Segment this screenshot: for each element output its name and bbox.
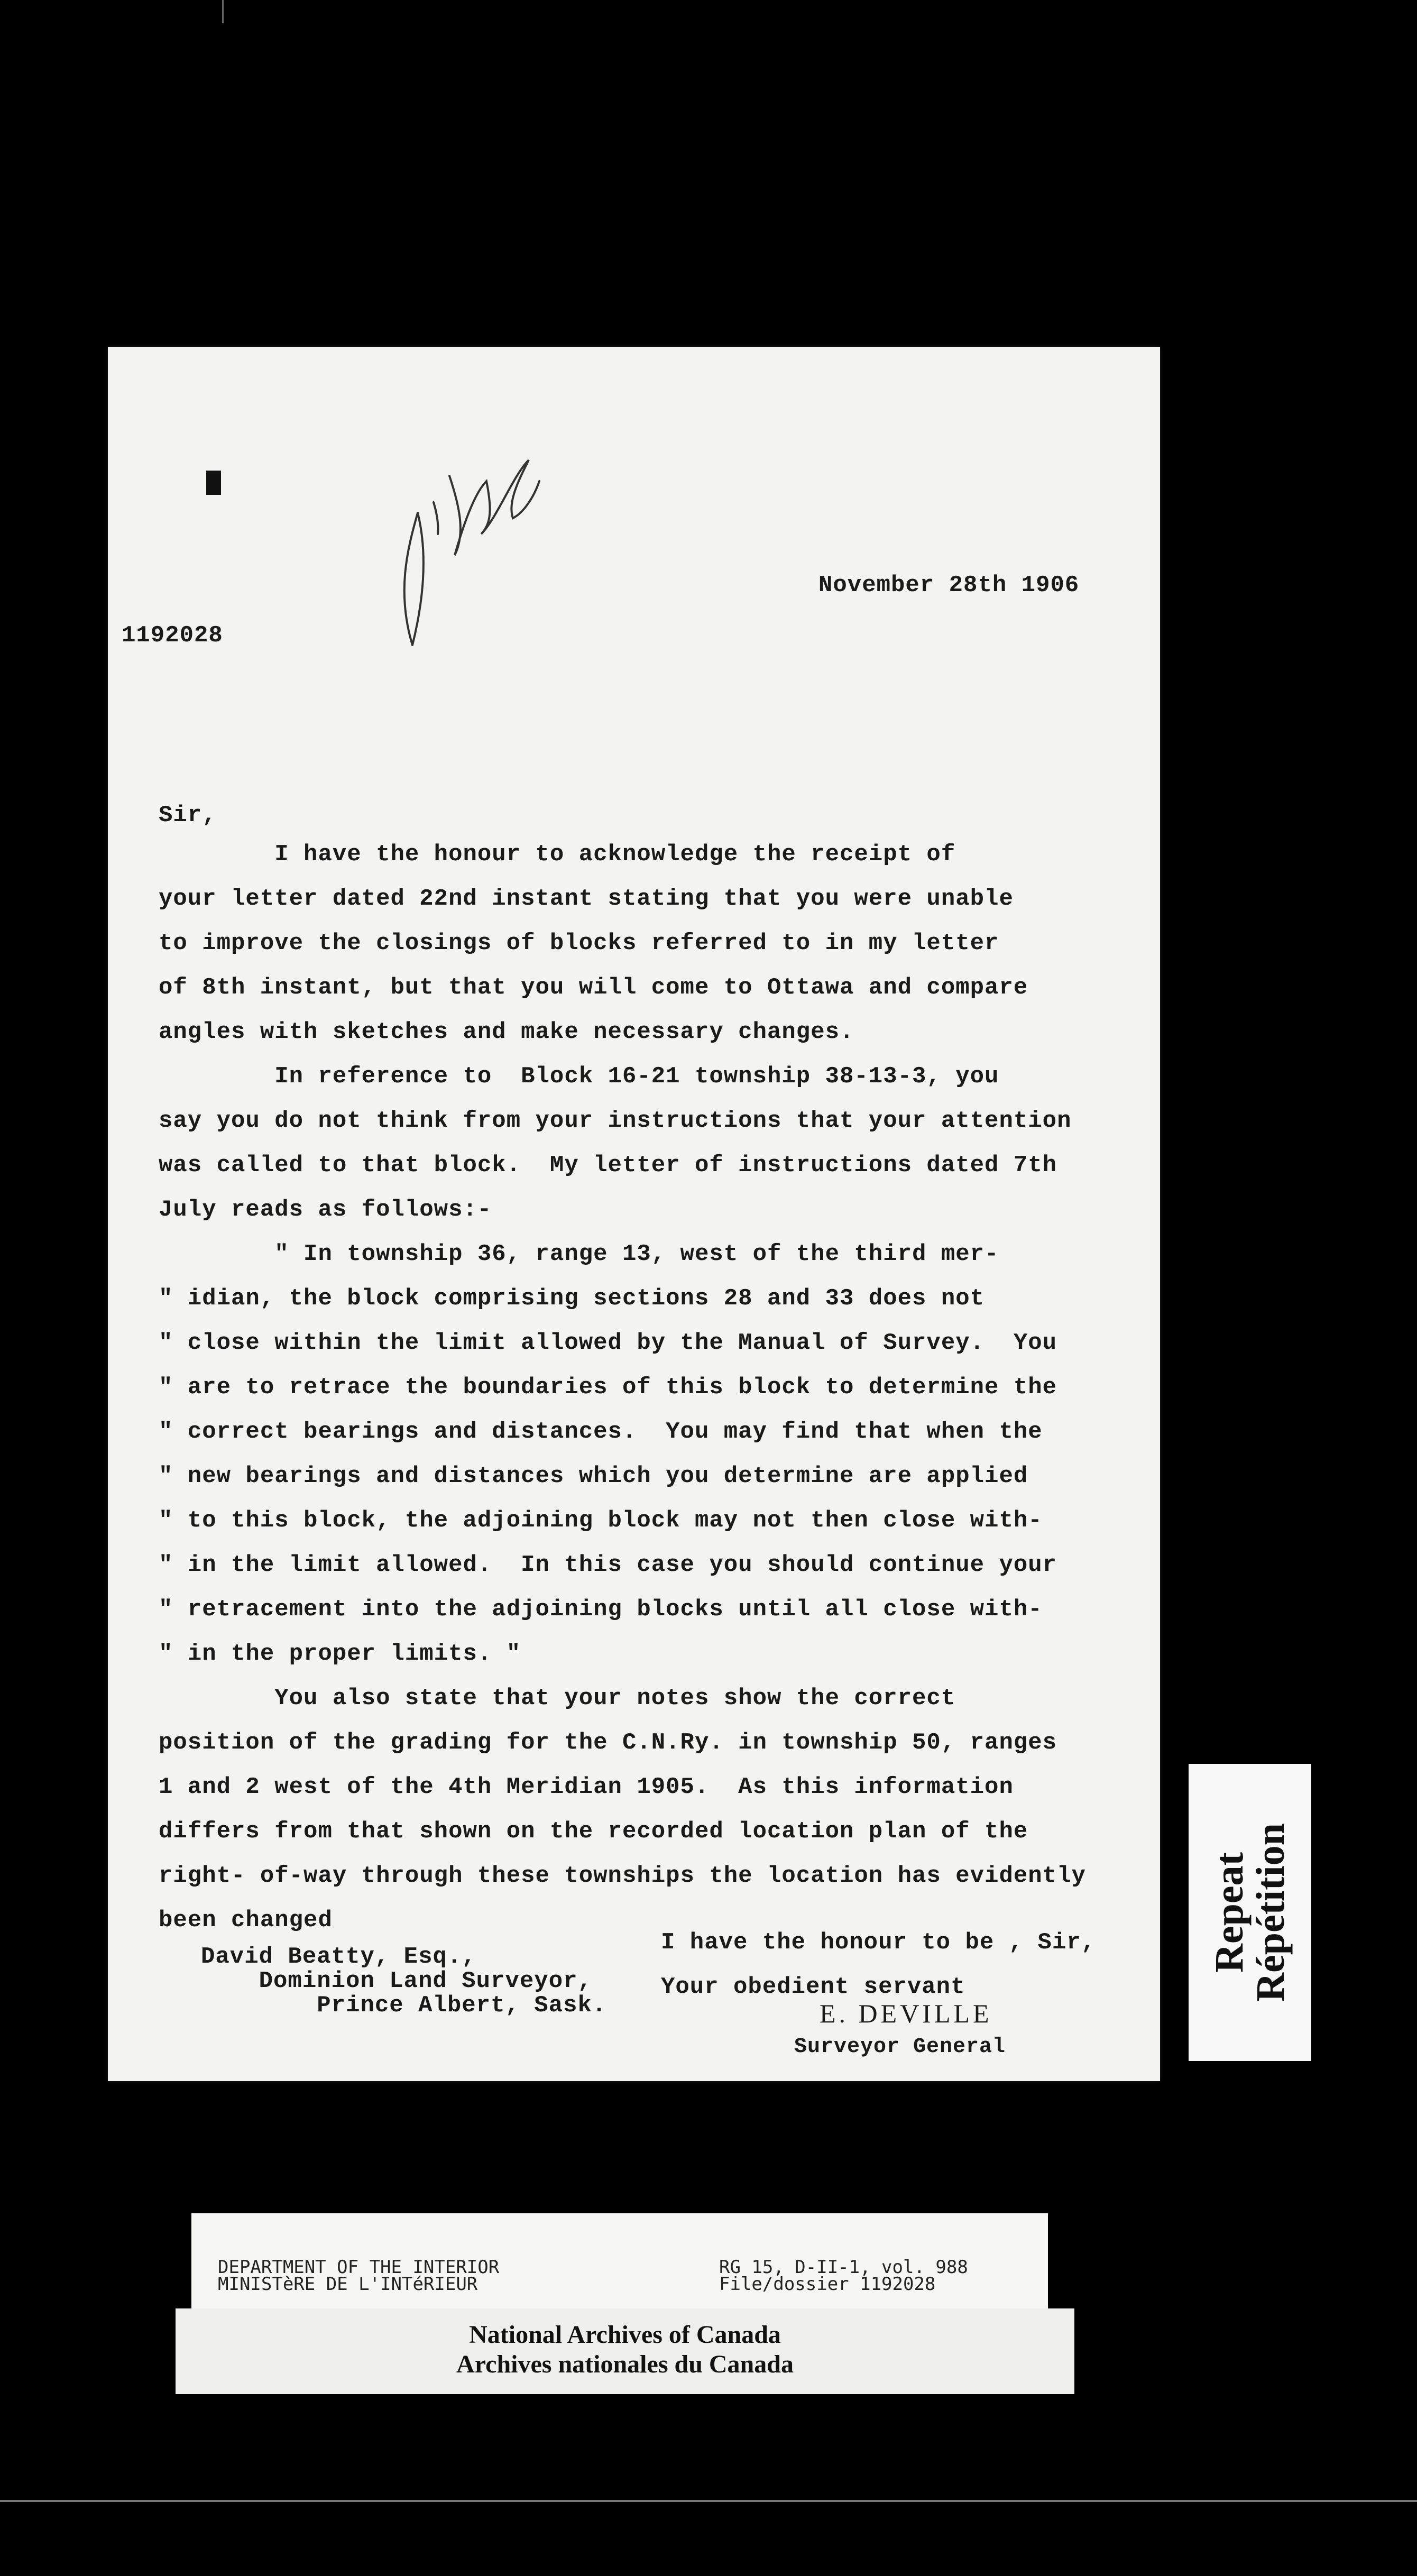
closing-line: Your obedient servant bbox=[661, 1974, 965, 2000]
letter-date: November 28th 1906 bbox=[818, 572, 1080, 599]
closing-line: I have the honour to be , Sir, bbox=[661, 1929, 1096, 1956]
body-line: I have the honour to acknowledge the receipt of bbox=[159, 841, 956, 868]
archives-banner bbox=[176, 2308, 1074, 2394]
repeat-tab bbox=[1189, 1764, 1311, 2061]
archives-name-fr: Archives nationales du Canada bbox=[456, 2350, 794, 2378]
body-line: " are to retrace the boundaries of this block to determine the bbox=[159, 1374, 1057, 1401]
body-line: You also state that your notes show the correct bbox=[159, 1685, 956, 1712]
body-line: " In township 36, range 13, west of the third mer- bbox=[159, 1241, 999, 1267]
department-name: DEPARTMENT OF THE INTERIOR MINISTèRE DE L'INTéRIEUR bbox=[218, 2257, 500, 2295]
body-line: " correct bearings and distances. You may find that when the bbox=[159, 1419, 1043, 1445]
body-line: " in the proper limits. " bbox=[159, 1641, 521, 1667]
letter-body bbox=[159, 832, 1086, 1943]
recipient-address bbox=[201, 1945, 606, 2018]
body-line: July reads as follows:- bbox=[159, 1197, 492, 1223]
body-line: was called to that block. My letter of instructions dated 7th bbox=[159, 1152, 1057, 1179]
repeat-label: Repeat Répétition bbox=[1207, 1823, 1293, 2002]
file-reference: RG 15, D-II-1, vol. 988 File/dossier 1192028 bbox=[719, 2257, 968, 2295]
body-line: your letter dated 22nd instant stating that you were unable bbox=[159, 886, 1014, 912]
body-line: to improve the closings of blocks referred to in my letter bbox=[159, 930, 999, 956]
signature-stamp: E. DEVILLE bbox=[820, 1999, 992, 2028]
body-line: say you do not think from your instructions that your attention bbox=[159, 1108, 1072, 1134]
signature-title: Surveyor General bbox=[794, 2035, 1006, 2059]
body-line: " to this block, the adjoining block may not then close with- bbox=[159, 1507, 1043, 1534]
body-line: of 8th instant, but that you will come to Ottawa and compare bbox=[159, 974, 1028, 1001]
body-line: angles with sketches and make necessary changes. bbox=[159, 1019, 854, 1045]
address-line: Dominion Land Surveyor, bbox=[201, 1968, 592, 1994]
body-line: been changed bbox=[159, 1907, 333, 1934]
archive-reference-label bbox=[191, 2213, 1048, 2308]
body-line: differs from that shown on the recorded location plan of the bbox=[159, 1818, 1028, 1845]
body-line: " idian, the block comprising sections 28 and 33 does not bbox=[159, 1285, 985, 1312]
body-line: right- of-way through these townships the location has evidently bbox=[159, 1863, 1086, 1889]
salutation: Sir, bbox=[159, 802, 217, 829]
body-line: " close within the limit allowed by the Manual of Survey. You bbox=[159, 1330, 1057, 1356]
body-line: position of the grading for the C.N.Ry. in township 50, ranges bbox=[159, 1729, 1057, 1756]
address-line: David Beatty, Esq., bbox=[201, 1944, 476, 1970]
divider bbox=[0, 2500, 1417, 2502]
body-line: " new bearings and distances which you determine are applied bbox=[159, 1463, 1028, 1489]
ink-mark bbox=[206, 471, 221, 495]
file-number: 1192028 bbox=[122, 622, 223, 649]
scan-edge-mark bbox=[222, 0, 224, 23]
body-line: " in the limit allowed. In this case you should continue your bbox=[159, 1552, 1057, 1578]
body-line: 1 and 2 west of the 4th Meridian 1905. As this information bbox=[159, 1774, 1014, 1800]
address-line: Prince Albert, Sask. bbox=[201, 1992, 607, 2019]
handwritten-file-annotation bbox=[386, 412, 545, 656]
archives-name-en: National Archives of Canada bbox=[469, 2321, 781, 2349]
body-line: " retracement into the adjoining blocks until all close with- bbox=[159, 1596, 1043, 1623]
body-line: In reference to Block 16-21 township 38-13-3, you bbox=[159, 1063, 999, 1090]
